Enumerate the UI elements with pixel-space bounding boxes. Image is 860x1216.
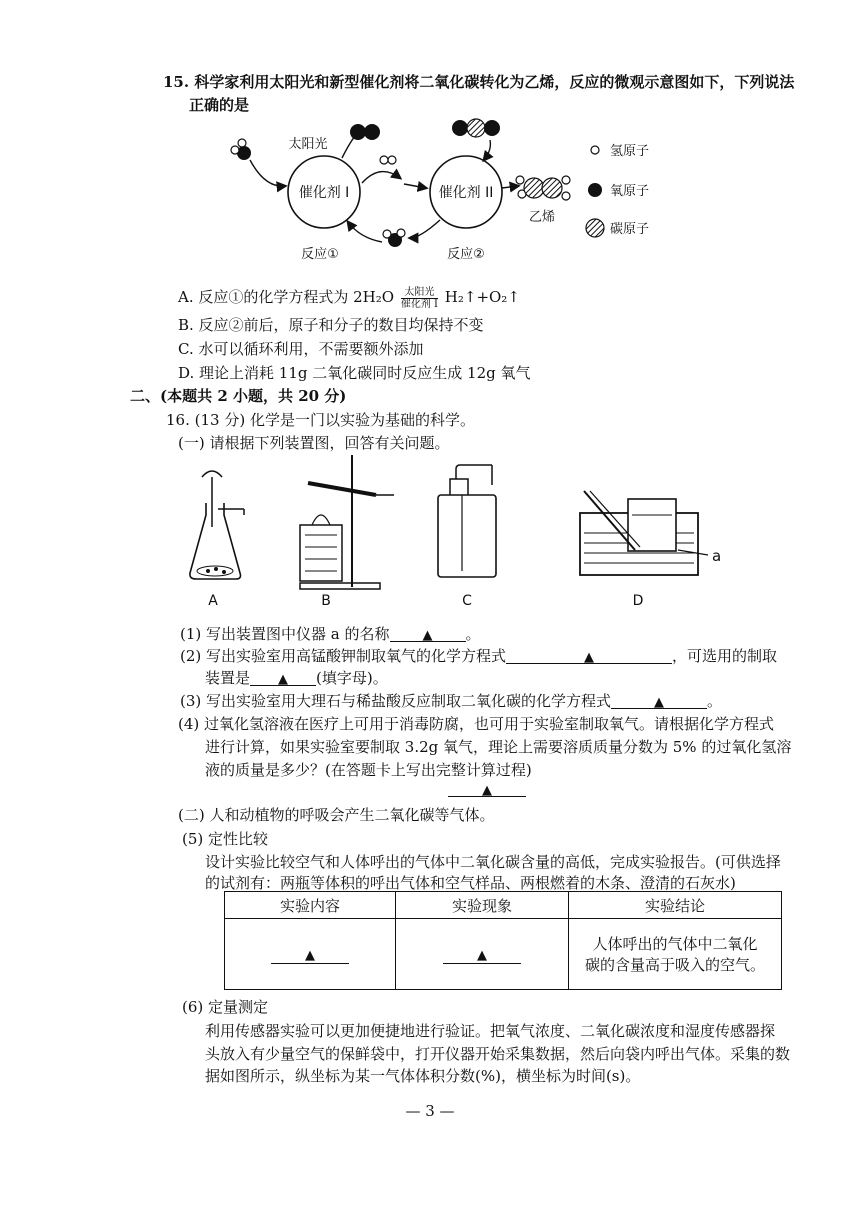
label-c: C [462, 593, 472, 609]
table-header-phenomenon: 实验现象 [396, 892, 569, 919]
label-d: D [632, 593, 644, 609]
q16-part2: (二) 人和动植物的呼吸会产生二氧化碳等气体。 [178, 806, 495, 824]
water-molecule-icon [383, 229, 405, 247]
experiment-report-table [224, 891, 782, 990]
q16-stem: 16. (13 分) 化学是一门以实验为基础的科学。 [166, 411, 475, 429]
q16-s6-title: (6) 定量测定 [182, 998, 269, 1016]
hydrogen-molecule-icon [380, 156, 396, 164]
apparatus-a-icon [190, 471, 244, 579]
label-b: B [321, 593, 331, 609]
q15-stem-line1: 15. 科学家利用太阳光和新型催化剂将二氧化碳转化为乙烯，反应的微观示意图如下，下列说法 [163, 73, 795, 91]
q15-option-b: B. 反应②前后，原子和分子的数目均保持不变 [178, 316, 484, 334]
reaction1-label: 反应① [301, 247, 339, 262]
ethylene-molecule-icon [516, 176, 570, 200]
answer-blank-4[interactable]: ▲ [611, 690, 707, 709]
q16-s6-line3: 据如图所示，纵坐标为某一气体体积分数(%)，横坐标为时间(s)。 [205, 1067, 641, 1085]
answer-blank-3[interactable]: ▲ [250, 667, 316, 686]
carbon-atom-icon [586, 219, 604, 237]
reaction2-label: 反应② [447, 247, 485, 262]
legend-oxygen: 氧原子 [610, 184, 650, 199]
answer-blank-1[interactable]: ▲ [390, 623, 466, 642]
apparatus-b-icon [300, 455, 394, 589]
table-header-content: 实验内容 [225, 892, 396, 919]
table-cell-content[interactable]: ▲ [225, 919, 396, 990]
apparatus-d-icon [580, 491, 721, 575]
q15-option-a: A. 反应①的化学方程式为 2H₂O $\frac{\text{太阳光}}{\text{催化剂 I}}$ H₂↑+O₂↑ [178, 286, 520, 310]
q16-s4-line2: 进行计算，如果实验室要制取 3.2g 氧气，理论上需要溶质质量分数为 5% 的过氧化氢溶 [205, 738, 792, 756]
answer-blank-5[interactable]: ▲ [448, 778, 526, 800]
page-number: — 3 — [405, 1102, 455, 1120]
q16-s2-cont: 装置是 ▲ (填字母)。 [205, 669, 388, 687]
q16-s6-line1: 利用传感器实验可以更加便捷地进行验证。把氧气浓度、二氧化碳浓度和湿度传感器探 [205, 1022, 776, 1040]
q16-s5-line2: 的试剂有：两瓶等体积的呼出气体和空气样品、两根燃着的木条、澄清的石灰水) [205, 874, 736, 892]
q16-s3: (3) 写出实验室用大理石与稀盐酸反应制取二氧化碳的化学方程式 ▲ 。 [180, 692, 723, 710]
hydrogen-atom-icon [591, 146, 599, 154]
oxygen-atom-icon [588, 183, 602, 197]
q16-s4-line3: 液的质量是多少？(在答题卡上写出完整计算过程) [205, 761, 532, 779]
table-cell-conclusion: 人体呼出的气体中二氧化 碳的含量高于吸入的空气。 [569, 919, 782, 990]
reaction-diagram [220, 108, 700, 276]
q16-s5-line1: 设计实验比较空气和人体呼出的气体中二氧化碳含量的高低，完成实验报告。(可供选择 [205, 853, 781, 871]
catalyst2-label: 催化剂 II [438, 185, 494, 201]
apparatus-diagram [180, 455, 740, 615]
section2-heading: 二、(本题共 2 小题，共 20 分) [130, 387, 347, 405]
instrument-a-label: a [712, 547, 722, 565]
q16-part1: (一) 请根据下列装置图，回答有关问题。 [178, 434, 450, 452]
ethylene-label: 乙烯 [528, 210, 556, 225]
q15-option-d: D. 理论上消耗 11g 二氧化碳同时反应生成 12g 氧气 [178, 364, 531, 382]
label-a: A [208, 593, 218, 609]
q16-s2: (2) 写出实验室用高锰酸钾制取氧气的化学方程式 ▲ ，可选用的制取 [180, 647, 778, 665]
apparatus-c-icon [438, 465, 496, 577]
q15-option-c: C. 水可以循环利用，不需要额外添加 [178, 340, 424, 358]
legend-carbon: 碳原子 [610, 222, 650, 237]
answer-blank-2[interactable]: ▲ [506, 645, 672, 664]
water-molecule-icon [231, 139, 251, 160]
catalyst1-label: 催化剂 I [298, 185, 350, 201]
q16-s6-line2: 头放入有少量空气的保鲜袋中，打开仪器开始采集数据，然后向袋内呼出气体。采集的数 [205, 1045, 791, 1063]
legend-hydrogen: 氢原子 [610, 144, 650, 159]
atom-legend [586, 144, 649, 237]
q16-s4-line1: (4) 过氧化氢溶液在医疗上可用于消毒防腐，也可用于实验室制取氧气。请根据化学方程式 [178, 715, 775, 733]
q16-s5-title: (5) 定性比较 [182, 830, 269, 848]
oxygen-molecule-icon [350, 124, 380, 140]
carbon-dioxide-molecule-icon [452, 119, 500, 137]
q15-stem-line2: 正确的是 [189, 96, 250, 114]
table-cell-phenomenon[interactable]: ▲ [396, 919, 569, 990]
table-header-conclusion: 实验结论 [569, 892, 782, 919]
q16-s1: (1) 写出装置图中仪器 a 的名称 ▲ 。 [180, 625, 481, 643]
sunlight-label: 太阳光 [288, 137, 328, 152]
